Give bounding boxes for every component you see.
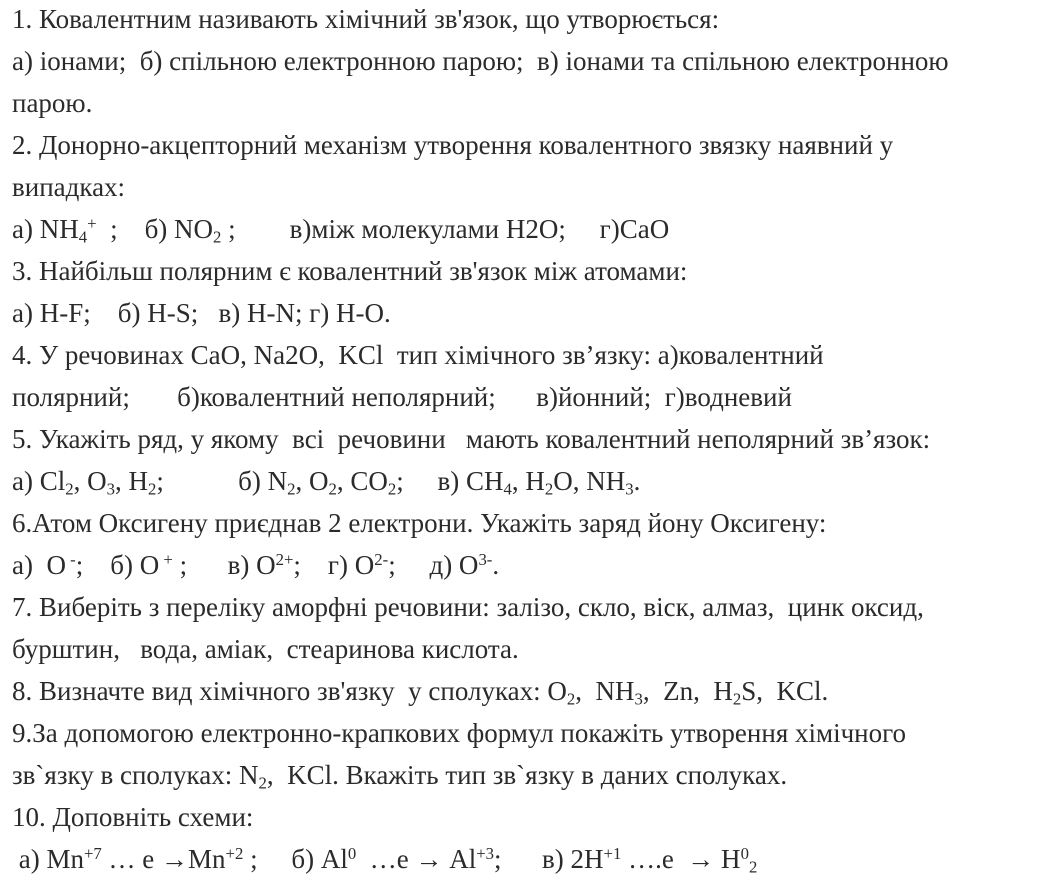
superscript: 0 [347,843,357,863]
text-run: ; б) N [156,466,288,496]
subscript: 4 [78,227,88,247]
text-run: 10. Доповніть схеми: [12,802,254,832]
text-run: . [633,466,641,496]
question-2 [12,129,893,161]
question-1-options-continued [12,87,92,119]
superscript: +7 [83,843,102,863]
text-run: а) іонами; б) спільною електронною парою; в) іонами та спільною електронною [12,46,949,76]
text-run: випадках: [12,172,126,202]
superscript: +1 [603,843,622,863]
text-run: O, NH [553,466,626,496]
superscript: 0 [740,843,749,863]
subscript: 2 [732,689,742,709]
text-run: ; г) O [293,550,375,580]
subscript: 2 [544,479,554,499]
text-run: 2. Донорно-акцепторний механізм утворення ковалентного звязку наявний у [12,130,894,160]
text-run: ; в) O [172,550,276,580]
subscript: 2 [566,689,576,709]
subscript: 2 [287,479,296,499]
text-run: , CO [336,466,388,496]
question-9-continued [12,759,787,791]
question-7-continued [12,633,519,665]
text-run: … е →Mn [101,844,226,874]
text-run: ; в) CH [396,466,504,496]
subscript: 2 [213,227,222,247]
subscript: 2 [65,479,74,499]
question-10-schemes [12,843,757,875]
text-run: бурштин, вода, аміак, стеаринова кислота. [12,634,519,664]
text-run: S, KCl. [741,676,829,706]
question-1-options [12,45,949,77]
question-6 [12,507,826,539]
question-4 [12,339,824,371]
subscript: 3 [634,689,643,709]
question-2-continued [12,171,125,203]
superscript: 2+ [275,549,294,569]
text-run: , H [511,466,545,496]
subscript: 2 [328,479,337,499]
text-run: а) Mn [12,844,84,874]
question-8 [12,675,828,707]
superscript: +3 [476,843,495,863]
text-run: зв`язку в сполуках: N [12,760,259,790]
text-run: ; д) O [388,550,479,580]
text-run: , O [73,466,107,496]
question-1 [12,3,719,35]
text-run: а) O [12,550,66,580]
subscript: 3 [106,479,115,499]
question-2-options [12,213,669,245]
text-run: 4. У речовинах CaO, Na2O, KCl тип хімічного зв’язку: а)ковалентний [12,340,824,370]
subscript: 2 [387,479,397,499]
question-3 [12,255,687,287]
text-run: полярний; б)ковалентний неполярний; в)йонний; г)водневий [12,382,792,412]
text-run: 6.Атом Оксигену приєднав 2 електрони. Укажіть заряд йону Оксигену: [12,508,827,538]
superscript: 2- [374,549,389,569]
text-run: 1. Ковалентним називають хімічний зв'язок, що утворюється: [12,4,720,34]
text-run: , H [115,466,148,496]
superscript: + [87,213,97,233]
question-3-options [12,297,391,329]
superscript: + [159,549,173,569]
superscript: 3- [478,549,493,569]
text-run: , NH [575,676,635,706]
text-run: 7. Виберіть з переліку аморфні речовини: залізо, скло, віск, алмаз, цинк оксид, [12,592,924,622]
question-9 [12,717,906,749]
question-7 [12,591,924,623]
superscript: - [65,549,76,569]
subscript: 2 [148,479,157,499]
text-run: , O [295,466,329,496]
text-run: 5. Укажіть ряд, у якому всі речовини мають ковалентний неполярний зв’язок: [12,424,931,454]
question-5-options [12,465,640,497]
text-run: ; б) NO [96,214,214,244]
subscript: 2 [258,773,267,793]
text-run: 3. Найбільш полярним є ковалентний зв'язок між атомами: [12,256,688,286]
text-run: парою. [12,88,93,118]
question-5 [12,423,930,455]
text-run: , KCl. Вкажіть тип зв`язку в даних сполуках. [266,760,788,790]
text-run: , Zn, H [642,676,733,706]
question-6-options [12,549,499,581]
subscript: 2 [748,857,758,877]
text-run: …е → Al [356,844,477,874]
text-run: ….е → H [621,844,741,874]
subscript: 4 [503,479,512,499]
text-run: 8. Визначте вид хімічного зв'язку у сполуках: O [12,676,567,706]
text-run: ; б) Al [243,844,348,874]
text-run: ; в) 2H [494,844,604,874]
text-run: ; в)між молекулами H2O; г)CaO [221,214,670,244]
text-run: . [492,550,500,580]
text-run: ; б) O [75,550,160,580]
question-4-options [12,381,792,413]
superscript: +2 [225,843,244,863]
subscript: 3 [625,479,634,499]
text-run: а) H-F; б) H-S; в) H-N; г) H-O. [12,298,391,328]
text-run: 9.За допомогою електронно-крапкових формул покажіть утворення хімічного [12,718,907,748]
text-run: а) NH [12,214,79,244]
question-10 [12,801,253,833]
text-run: а) Cl [12,466,66,496]
